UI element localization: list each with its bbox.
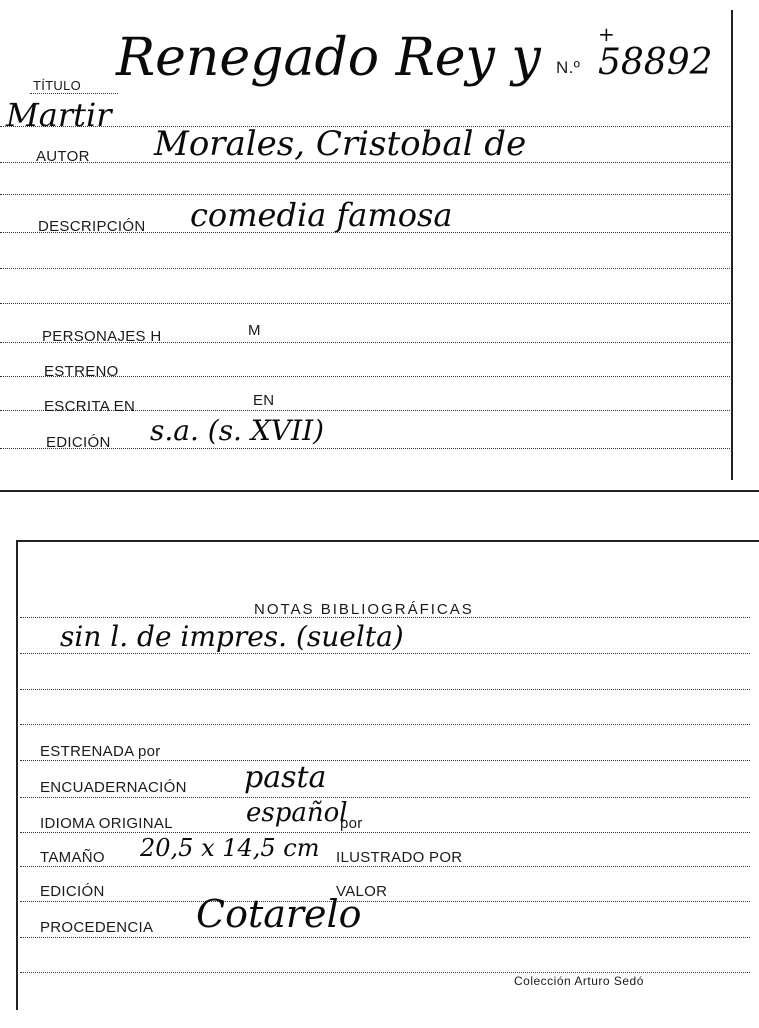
encuadernacion-value: pasta xyxy=(244,760,327,795)
encuadernacion-label: ENCUADERNACIÓN xyxy=(40,779,187,796)
dotted-line xyxy=(20,760,750,761)
dotted-line xyxy=(20,832,750,833)
titulo-label: TÍTULO xyxy=(33,78,82,93)
notas-heading: NOTAS BIBLIOGRÁFICAS xyxy=(254,601,474,618)
dotted-line xyxy=(20,689,750,690)
dotted-line xyxy=(0,194,730,195)
dotted-line xyxy=(20,901,750,902)
estreno-label: ESTRENO xyxy=(44,363,119,380)
dotted-line xyxy=(0,268,730,269)
dotted-line xyxy=(20,937,750,938)
dotted-line xyxy=(20,866,750,867)
dotted-line xyxy=(20,724,750,725)
catalog-card-back xyxy=(0,520,759,1028)
notas-value: sin l. de impres. (suelta) xyxy=(60,620,404,653)
dotted-line xyxy=(30,93,118,94)
escrita-label: ESCRITA EN xyxy=(44,398,136,415)
descripcion-label: DESCRIPCIÓN xyxy=(38,218,146,235)
dotted-line xyxy=(20,653,750,654)
descripcion-value: comedia famosa xyxy=(190,196,453,234)
personajes-label: PERSONAJES H xyxy=(42,328,162,345)
personajes-m-label: M xyxy=(248,322,261,339)
card-edge-bottom xyxy=(0,490,759,492)
titulo-value: Renegado Rey y xyxy=(116,28,541,88)
edicion-label-2: EDICIÓN xyxy=(40,883,105,900)
ilustrado-label: ILUSTRADO POR xyxy=(336,849,463,866)
dotted-line xyxy=(0,303,730,304)
idioma-value: español xyxy=(246,798,348,828)
autor-label: AUTOR xyxy=(36,148,90,165)
card-edge-left xyxy=(16,540,18,1010)
tamano-label: TAMAÑO xyxy=(40,849,105,866)
card-edge-top xyxy=(18,540,759,542)
collection-footer: Colección Arturo Sedó xyxy=(514,974,644,988)
dotted-line xyxy=(20,797,750,798)
tamano-value: 20,5 x 14,5 cm xyxy=(140,834,320,862)
edicion-value: s.a. (s. XVII) xyxy=(150,414,325,447)
numero-mark: + xyxy=(598,22,615,46)
titulo-continuation: Martir xyxy=(6,96,112,134)
dotted-line xyxy=(20,972,750,973)
idioma-por-label: por xyxy=(340,815,363,832)
valor-label: VALOR xyxy=(336,883,388,900)
procedencia-label: PROCEDENCIA xyxy=(40,919,154,936)
autor-value: Morales, Cristobal de xyxy=(154,124,527,164)
numero-value: 58892 xyxy=(598,42,713,83)
escrita-en-label: EN xyxy=(253,392,275,409)
catalog-card-front xyxy=(0,0,759,494)
numero-label: N.º xyxy=(556,58,581,77)
idioma-label: IDIOMA ORIGINAL xyxy=(40,815,173,832)
estrenada-label: ESTRENADA por xyxy=(40,743,161,760)
edicion-label: EDICIÓN xyxy=(46,434,111,451)
procedencia-value: Cotarelo xyxy=(196,892,362,936)
card-edge-right xyxy=(731,10,733,480)
